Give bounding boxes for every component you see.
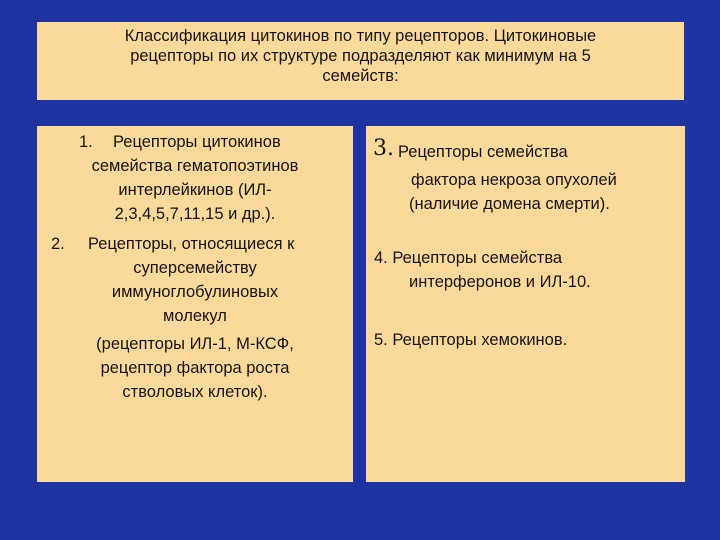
title-line-2: рецепторы по их структуре подразделяют как минимум на 5 — [130, 47, 591, 65]
item2-line-6: рецептор фактора роста — [100, 359, 290, 377]
title-box — [37, 22, 684, 100]
item4-line-1: 4. Рецепторы семейства — [374, 249, 563, 267]
item2-line-5: (рецепторы ИЛ-1, М-КСФ, — [96, 335, 294, 353]
item2-number: 2. — [51, 235, 65, 253]
item2-line-2: суперсемейству — [133, 259, 257, 277]
item5-line-1: 5. Рецепторы хемокинов. — [374, 331, 568, 349]
right-text-box — [366, 126, 685, 482]
item3-number: 3. — [373, 136, 394, 161]
item2-line-3: иммуноглобулиновых — [111, 283, 279, 301]
title-line-1: Классификация цитокинов по типу рецепторов. Цитокиновые — [124, 27, 597, 45]
item1-number: 1. — [79, 133, 93, 151]
item1-line-4: 2,3,4,5,7,11,15 и др.). — [114, 205, 276, 223]
item2-line-1: Рецепторы, относящиеся к — [88, 235, 295, 253]
title-line-3: семейств: — [322, 67, 399, 85]
item1-line-1: Рецепторы цитокинов — [113, 133, 281, 151]
item3-line-3: (наличие домена смерти). — [409, 195, 610, 213]
item1-line-3: интерлейкинов (ИЛ- — [118, 181, 272, 199]
item2-line-7: стволовых клеток). — [122, 383, 268, 401]
item3-line-1: Рецепторы семейства — [398, 143, 568, 161]
item2-line-4: молекул — [163, 307, 227, 325]
item3-line-2: фактора некроза опухолей — [411, 171, 617, 189]
item4-line-2: интерферонов и ИЛ-10. — [409, 273, 591, 291]
item1-line-2: семейства гематопоэтинов — [91, 157, 299, 175]
left-text-box — [37, 126, 353, 482]
